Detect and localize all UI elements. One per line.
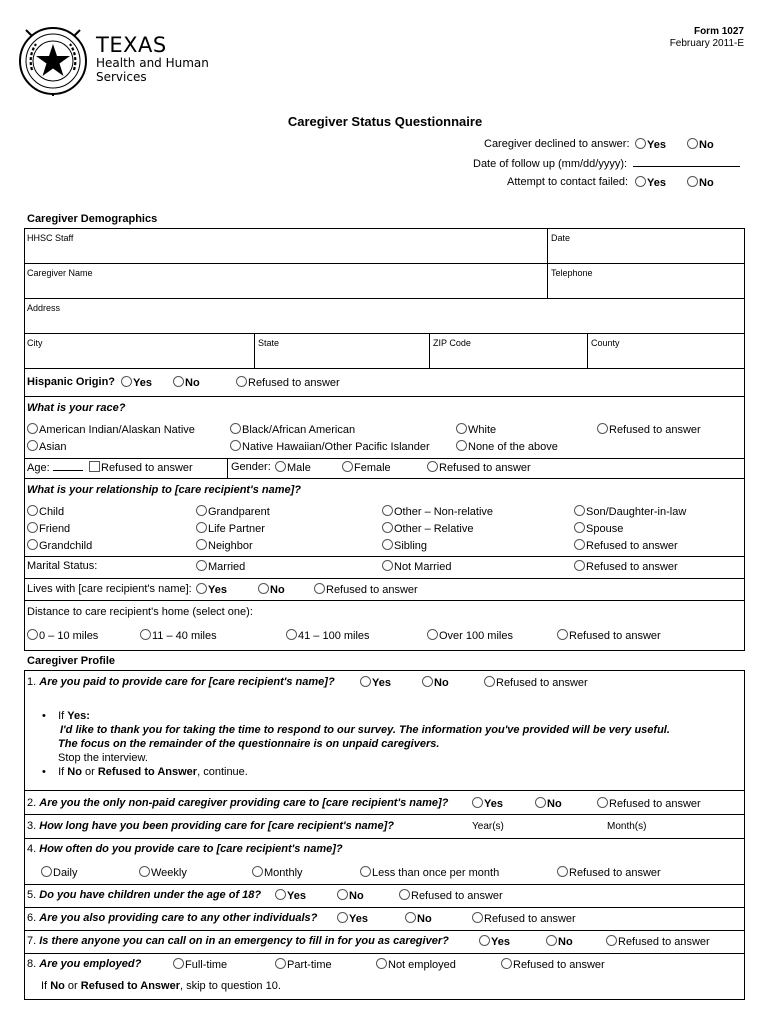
hispanic-label: Hispanic Origin? bbox=[27, 376, 116, 388]
radio-icon[interactable] bbox=[687, 176, 698, 187]
rel-option-refused[interactable]: Refused to answer bbox=[574, 539, 678, 552]
q3-row bbox=[27, 820, 394, 832]
org-line1: TEXAS bbox=[96, 33, 167, 57]
radio-icon[interactable] bbox=[382, 560, 393, 571]
org-line2: Health and Human bbox=[96, 56, 209, 70]
radio-icon[interactable] bbox=[27, 423, 38, 434]
radio-icon[interactable] bbox=[597, 797, 608, 808]
radio-icon[interactable] bbox=[337, 889, 348, 900]
race-option-asian[interactable]: Asian bbox=[27, 440, 67, 453]
followup-date-row bbox=[473, 157, 740, 170]
rel-option-grandparent[interactable]: Grandparent bbox=[196, 505, 270, 518]
followup-date-field[interactable] bbox=[633, 157, 740, 167]
q2-refused-option[interactable]: Refused to answer bbox=[597, 797, 701, 810]
zip-field[interactable]: ZIP Code bbox=[433, 338, 471, 348]
distance-option-11-40[interactable]: 11 – 40 miles bbox=[140, 629, 217, 642]
radio-icon[interactable] bbox=[196, 522, 207, 533]
radio-icon[interactable] bbox=[360, 866, 371, 877]
q4-weekly-option[interactable]: Weekly bbox=[139, 866, 187, 879]
q1-yes-option[interactable]: Yes bbox=[360, 676, 391, 689]
declined-label: Caregiver declined to answer: bbox=[484, 138, 630, 150]
radio-icon[interactable] bbox=[173, 376, 184, 387]
radio-icon[interactable] bbox=[286, 629, 297, 640]
rel-option-friend[interactable]: Friend bbox=[27, 522, 70, 535]
gender-female-option[interactable]: Female bbox=[342, 461, 391, 474]
race-option-american-indian[interactable]: American Indian/Alaskan Native bbox=[27, 423, 195, 436]
q4-refused-option[interactable]: Refused to answer bbox=[557, 866, 661, 879]
radio-icon[interactable] bbox=[456, 423, 467, 434]
q6-no-option[interactable]: No bbox=[405, 912, 432, 925]
q8-skip-instruction: If No or Refused to Answer, skip to question 10. bbox=[41, 980, 281, 992]
stop-interview-text: Stop the interview. bbox=[58, 752, 148, 764]
q6-number: 6. bbox=[27, 912, 37, 924]
gender-label: Gender: bbox=[231, 461, 271, 473]
radio-icon[interactable] bbox=[139, 866, 150, 877]
q8-refused-option[interactable]: Refused to answer bbox=[501, 958, 605, 971]
marital-refused-option[interactable]: Refused to answer bbox=[574, 560, 678, 573]
city-field[interactable]: City bbox=[27, 338, 43, 348]
q7-refused-option[interactable]: Refused to answer bbox=[606, 935, 710, 948]
q3-months-field[interactable]: Month(s) bbox=[607, 821, 647, 832]
q8-part-time-option[interactable]: Part-time bbox=[275, 958, 332, 971]
marital-label: Marital Status: bbox=[27, 560, 98, 572]
race-question: What is your race? bbox=[27, 402, 126, 414]
q8-full-time-option[interactable]: Full-time bbox=[173, 958, 227, 971]
radio-icon[interactable] bbox=[427, 461, 438, 472]
q7-yes-option[interactable]: Yes bbox=[479, 935, 510, 948]
q5-yes-option[interactable]: Yes bbox=[275, 889, 306, 902]
radio-icon[interactable] bbox=[635, 138, 646, 149]
q2-text: Are you the only non-paid caregiver providing care to [care recipient's name]? bbox=[39, 797, 449, 809]
hhsc-staff-field[interactable]: HHSC Staff bbox=[27, 233, 74, 243]
radio-icon[interactable] bbox=[196, 560, 207, 571]
radio-icon[interactable] bbox=[27, 505, 38, 516]
q8-row bbox=[27, 958, 141, 970]
q3-number: 3. bbox=[27, 820, 37, 832]
hispanic-refused-option[interactable]: Refused to answer bbox=[236, 376, 340, 389]
rel-option-sibling[interactable]: Sibling bbox=[382, 539, 427, 552]
radio-icon[interactable] bbox=[27, 539, 38, 550]
state-seal-icon bbox=[18, 26, 94, 96]
radio-icon[interactable] bbox=[382, 505, 393, 516]
hispanic-yes-option[interactable]: Yes bbox=[121, 376, 152, 389]
attempt-no-option[interactable]: No bbox=[687, 176, 714, 189]
q6-text: Are you also providing care to any other individuals? bbox=[39, 912, 318, 924]
q2-yes-option[interactable]: Yes bbox=[472, 797, 503, 810]
radio-icon[interactable] bbox=[196, 539, 207, 550]
radio-icon[interactable] bbox=[27, 440, 38, 451]
distance-option-0-10[interactable]: 0 – 10 miles bbox=[27, 629, 98, 642]
radio-icon[interactable] bbox=[422, 676, 433, 687]
radio-icon[interactable] bbox=[574, 505, 585, 516]
declined-row bbox=[484, 138, 714, 151]
thank-you-line1: I'd like to thank you for taking the time to respond to our survey. The information you've provided will be very useful. bbox=[60, 724, 670, 736]
checkbox-icon[interactable] bbox=[89, 461, 100, 472]
rel-option-spouse[interactable]: Spouse bbox=[574, 522, 623, 535]
lives-with-no-option[interactable]: No bbox=[258, 583, 285, 596]
radio-icon[interactable] bbox=[173, 958, 184, 969]
gender-refused-option[interactable]: Refused to answer bbox=[427, 461, 531, 474]
q1-row bbox=[27, 676, 335, 688]
radio-icon[interactable] bbox=[275, 889, 286, 900]
radio-icon[interactable] bbox=[41, 866, 52, 877]
rel-option-child[interactable]: Child bbox=[27, 505, 64, 518]
radio-icon[interactable] bbox=[314, 583, 325, 594]
q3-years-field[interactable]: Year(s) bbox=[472, 821, 504, 832]
radio-icon[interactable] bbox=[484, 676, 495, 687]
bullet-icon: • bbox=[42, 766, 46, 778]
radio-icon[interactable] bbox=[236, 376, 247, 387]
radio-icon[interactable] bbox=[574, 522, 585, 533]
age-field[interactable] bbox=[53, 461, 83, 471]
attempt-label: Attempt to contact failed: bbox=[507, 176, 629, 188]
radio-icon[interactable] bbox=[342, 461, 353, 472]
radio-icon[interactable] bbox=[405, 912, 416, 923]
gender-male-option[interactable]: Male bbox=[275, 461, 311, 474]
lives-with-refused-option[interactable]: Refused to answer bbox=[314, 583, 418, 596]
followup-date-label: Date of follow up (mm/dd/yyyy): bbox=[473, 158, 628, 170]
radio-icon[interactable] bbox=[479, 935, 490, 946]
marital-not-married-option[interactable]: Not Married bbox=[382, 560, 451, 573]
q2-no-option[interactable]: No bbox=[535, 797, 562, 810]
org-name bbox=[96, 34, 209, 84]
q1-if-yes-instruction: • If Yes: I'd like to thank you for taking the time to respond to our survey. The information you've provided will be very useful. The focus on the remainder of the questionnaire is on unpaid caregivers. Stop the interview. • If No or Refused to Answer, continue. bbox=[42, 710, 670, 778]
radio-icon[interactable] bbox=[606, 935, 617, 946]
distance-option-refused[interactable]: Refused to answer bbox=[557, 629, 661, 642]
address-field[interactable]: Address bbox=[27, 303, 61, 313]
thank-you-line2: The focus on the remainder of the questionnaire is on unpaid caregivers. bbox=[58, 738, 440, 750]
radio-icon[interactable] bbox=[427, 629, 438, 640]
race-option-black[interactable]: Black/African American bbox=[230, 423, 355, 436]
radio-icon[interactable] bbox=[472, 797, 483, 808]
q5-refused-option[interactable]: Refused to answer bbox=[399, 889, 503, 902]
q5-no-option[interactable]: No bbox=[337, 889, 364, 902]
radio-icon[interactable] bbox=[382, 539, 393, 550]
radio-icon[interactable] bbox=[399, 889, 410, 900]
radio-icon[interactable] bbox=[275, 958, 286, 969]
date-field[interactable]: Date bbox=[551, 233, 571, 243]
q7-text: Is there anyone you can call on in an emergency to fill in for you as caregiver? bbox=[39, 935, 449, 947]
q5-row bbox=[27, 889, 261, 901]
q4-daily-option[interactable]: Daily bbox=[41, 866, 77, 879]
radio-icon[interactable] bbox=[27, 522, 38, 533]
age-row bbox=[27, 461, 83, 474]
relationship-question: What is your relationship to [care recipient's name]? bbox=[27, 484, 302, 496]
q5-number: 5. bbox=[27, 889, 37, 901]
attempt-row bbox=[507, 176, 714, 189]
rel-option-grandchild[interactable]: Grandchild bbox=[27, 539, 92, 552]
q8-not-employed-option[interactable]: Not employed bbox=[376, 958, 456, 971]
q4-number: 4. bbox=[27, 843, 37, 855]
marital-married-option[interactable]: Married bbox=[196, 560, 245, 573]
age-refused-option[interactable]: Refused to answer bbox=[89, 461, 193, 474]
radio-icon[interactable] bbox=[252, 866, 263, 877]
telephone-field[interactable]: Telephone bbox=[551, 268, 593, 278]
q1-number: 1. bbox=[27, 676, 37, 688]
bullet-icon: • bbox=[42, 710, 46, 722]
q8-text: Are you employed? bbox=[39, 958, 142, 970]
radio-icon[interactable] bbox=[574, 560, 585, 571]
radio-icon[interactable] bbox=[597, 423, 608, 434]
county-field[interactable]: County bbox=[591, 338, 620, 348]
race-option-refused[interactable]: Refused to answer bbox=[597, 423, 701, 436]
rel-option-other-nonrelative[interactable]: Other – Non-relative bbox=[382, 505, 493, 518]
radio-icon[interactable] bbox=[535, 797, 546, 808]
rel-option-son-daughter-in-law[interactable]: Son/Daughter-in-law bbox=[574, 505, 686, 518]
rel-option-other-relative[interactable]: Other – Relative bbox=[382, 522, 473, 535]
radio-icon[interactable] bbox=[140, 629, 151, 640]
q1-refused-option[interactable]: Refused to answer bbox=[484, 676, 588, 689]
profile-heading: Caregiver Profile bbox=[27, 655, 116, 667]
q7-number: 7. bbox=[27, 935, 37, 947]
lives-with-label: Lives with [care recipient's name]: bbox=[27, 583, 192, 595]
form-date: February 2011-E bbox=[669, 38, 744, 49]
q6-yes-option[interactable]: Yes bbox=[337, 912, 368, 925]
attempt-yes-option[interactable]: Yes bbox=[635, 176, 666, 189]
q4-monthly-option[interactable]: Monthly bbox=[252, 866, 303, 879]
radio-icon[interactable] bbox=[275, 461, 286, 472]
caregiver-name-field[interactable]: Caregiver Name bbox=[27, 268, 93, 278]
radio-icon[interactable] bbox=[196, 505, 207, 516]
radio-icon[interactable] bbox=[27, 629, 38, 640]
lives-with-yes-option[interactable]: Yes bbox=[196, 583, 227, 596]
race-option-none[interactable]: None of the above bbox=[456, 440, 558, 453]
q4-text: How often do you provide care to [care recipient's name]? bbox=[39, 843, 343, 855]
q2-number: 2. bbox=[27, 797, 37, 809]
q3-text: How long have you been providing care for [care recipient's name]? bbox=[39, 820, 394, 832]
rel-option-neighbor[interactable]: Neighbor bbox=[196, 539, 253, 552]
q4-less-than-monthly-option[interactable]: Less than once per month bbox=[360, 866, 499, 879]
q6-row bbox=[27, 912, 317, 924]
q4-row bbox=[27, 843, 343, 855]
q1-text: Are you paid to provide care for [care recipient's name]? bbox=[39, 676, 335, 688]
radio-icon[interactable] bbox=[337, 912, 348, 923]
radio-icon[interactable] bbox=[687, 138, 698, 149]
org-line3: Services bbox=[96, 70, 147, 84]
radio-icon[interactable] bbox=[574, 539, 585, 550]
race-option-native-hawaiian[interactable]: Native Hawaiian/Other Pacific Islander bbox=[230, 440, 430, 453]
radio-icon[interactable] bbox=[546, 935, 557, 946]
distance-option-41-100[interactable]: 41 – 100 miles bbox=[286, 629, 370, 642]
demographics-heading: Caregiver Demographics bbox=[27, 213, 158, 225]
radio-icon[interactable] bbox=[230, 440, 241, 451]
state-field[interactable]: State bbox=[258, 338, 280, 348]
rel-option-life-partner[interactable]: Life Partner bbox=[196, 522, 265, 535]
distance-option-over-100[interactable]: Over 100 miles bbox=[427, 629, 513, 642]
hispanic-no-option[interactable]: No bbox=[173, 376, 200, 389]
q7-row bbox=[27, 935, 449, 947]
radio-icon[interactable] bbox=[382, 522, 393, 533]
radio-icon[interactable] bbox=[557, 629, 568, 640]
distance-label: Distance to care recipient's home (select one): bbox=[27, 606, 253, 618]
race-option-white[interactable]: White bbox=[456, 423, 496, 436]
q1-no-option[interactable]: No bbox=[422, 676, 449, 689]
radio-icon[interactable] bbox=[230, 423, 241, 434]
form-number: Form 1027 bbox=[693, 26, 744, 37]
radio-icon[interactable] bbox=[258, 583, 269, 594]
q2-row bbox=[27, 797, 448, 809]
radio-icon[interactable] bbox=[121, 376, 132, 387]
texas-hhs-logo bbox=[18, 26, 94, 96]
radio-icon[interactable] bbox=[635, 176, 646, 187]
q7-no-option[interactable]: No bbox=[546, 935, 573, 948]
q5-text: Do you have children under the age of 18? bbox=[39, 889, 262, 901]
radio-icon[interactable] bbox=[196, 583, 207, 594]
radio-icon[interactable] bbox=[360, 676, 371, 687]
declined-no-option[interactable]: No bbox=[687, 138, 714, 151]
page-title: Caregiver Status Questionnaire bbox=[287, 114, 483, 129]
declined-yes-option[interactable]: Yes bbox=[635, 138, 666, 151]
q6-refused-option[interactable]: Refused to answer bbox=[472, 912, 576, 925]
radio-icon[interactable] bbox=[456, 440, 467, 451]
radio-icon[interactable] bbox=[501, 958, 512, 969]
age-label: Age: bbox=[27, 462, 50, 474]
radio-icon[interactable] bbox=[557, 866, 568, 877]
q8-number: 8. bbox=[27, 958, 37, 970]
radio-icon[interactable] bbox=[376, 958, 387, 969]
form-id bbox=[670, 26, 744, 50]
radio-icon[interactable] bbox=[472, 912, 483, 923]
